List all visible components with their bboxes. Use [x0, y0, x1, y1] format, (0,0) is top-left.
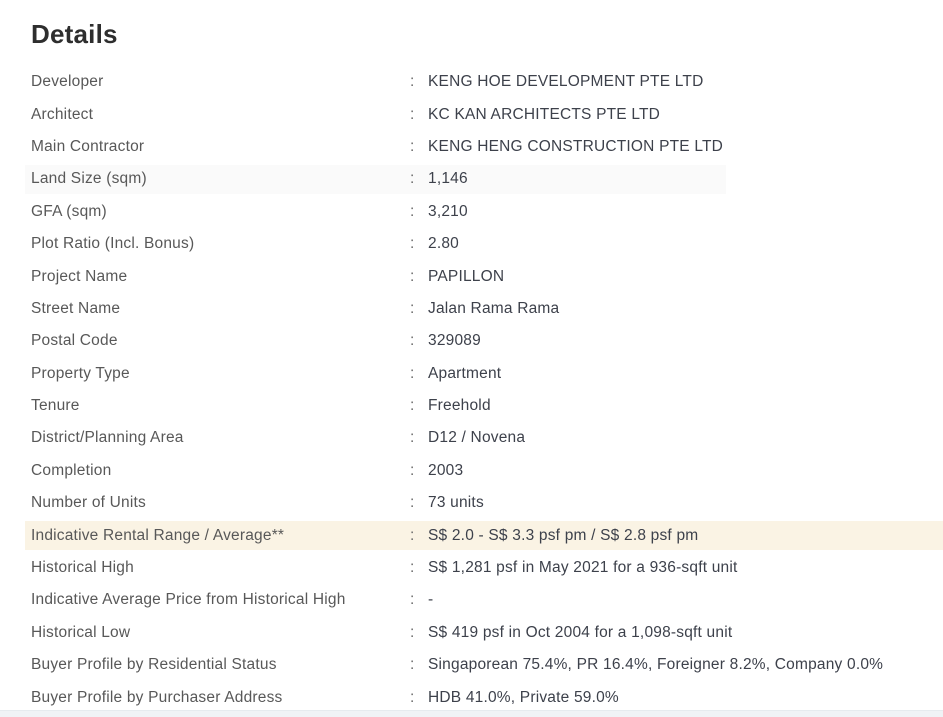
detail-value: S$ 2.0 - S$ 3.3 psf pm / S$ 2.8 psf pm	[428, 526, 699, 544]
label-value-separator: :	[410, 364, 415, 382]
detail-row	[31, 66, 943, 98]
detail-row	[31, 325, 943, 357]
detail-label: Project Name	[31, 267, 128, 285]
detail-label: Plot Ratio (Incl. Bonus)	[31, 235, 195, 253]
detail-label: Land Size (sqm)	[31, 170, 147, 188]
label-value-separator: :	[410, 397, 415, 415]
label-value-separator: :	[410, 73, 415, 91]
detail-value: Apartment	[428, 364, 502, 382]
detail-row	[31, 422, 943, 454]
detail-value: Singaporean 75.4%, PR 16.4%, Foreigner 8.2%, Company 0.0%	[428, 656, 884, 674]
detail-row	[31, 260, 943, 292]
detail-row	[31, 390, 943, 422]
detail-label: Main Contractor	[31, 137, 145, 155]
detail-value: HDB 41.0%, Private 59.0%	[428, 688, 619, 706]
detail-label: Historical High	[31, 559, 134, 577]
detail-row	[31, 228, 943, 260]
detail-value: PAPILLON	[428, 267, 505, 285]
detail-value: KC KAN ARCHITECTS PTE LTD	[428, 105, 661, 123]
label-value-separator: :	[410, 559, 415, 577]
detail-row	[31, 617, 943, 649]
label-value-separator: :	[410, 591, 415, 609]
detail-value: Freehold	[428, 397, 491, 415]
detail-label: Architect	[31, 105, 94, 123]
label-value-separator: :	[410, 137, 415, 155]
detail-value: 329089	[428, 332, 481, 350]
detail-label: Indicative Average Price from Historical High	[31, 591, 346, 609]
detail-row	[31, 681, 943, 713]
label-value-separator: :	[410, 202, 415, 220]
detail-value: 2.80	[428, 235, 459, 253]
detail-label: Completion	[31, 461, 112, 479]
detail-value: S$ 419 psf in Oct 2004 for a 1,098-sqft unit	[428, 623, 733, 641]
detail-label: Tenure	[31, 397, 80, 415]
label-value-separator: :	[410, 494, 415, 512]
detail-row	[31, 98, 943, 130]
label-value-separator: :	[410, 656, 415, 674]
detail-value: 3,210	[428, 202, 468, 220]
detail-row	[31, 196, 943, 228]
label-value-separator: :	[410, 623, 415, 641]
detail-row	[31, 584, 943, 616]
detail-row	[31, 552, 943, 584]
detail-label: Indicative Rental Range / Average**	[31, 526, 285, 544]
label-value-separator: :	[410, 299, 415, 317]
label-value-separator: :	[410, 105, 415, 123]
detail-row	[31, 131, 943, 163]
detail-label: Street Name	[31, 299, 121, 317]
detail-value: 73 units	[428, 494, 484, 512]
label-value-separator: :	[410, 688, 415, 706]
label-value-separator: :	[410, 526, 415, 544]
detail-value: Jalan Rama Rama	[428, 299, 560, 317]
detail-row	[31, 358, 943, 390]
detail-value: S$ 1,281 psf in May 2021 for a 936-sqft unit	[428, 559, 738, 577]
detail-label: Postal Code	[31, 332, 118, 350]
detail-value: 2003	[428, 461, 464, 479]
detail-row	[31, 487, 943, 519]
label-value-separator: :	[410, 235, 415, 253]
detail-label: GFA (sqm)	[31, 202, 107, 220]
label-value-separator: :	[410, 267, 415, 285]
detail-label: Number of Units	[31, 494, 146, 512]
detail-value: KENG HOE DEVELOPMENT PTE LTD	[428, 73, 704, 91]
label-value-separator: :	[410, 461, 415, 479]
detail-row	[31, 293, 943, 325]
detail-label: Property Type	[31, 364, 130, 382]
detail-row	[31, 519, 943, 551]
detail-label: Buyer Profile by Purchaser Address	[31, 688, 283, 706]
detail-value: 1,146	[428, 170, 468, 188]
detail-label: District/Planning Area	[31, 429, 184, 447]
label-value-separator: :	[410, 429, 415, 447]
label-value-separator: :	[410, 332, 415, 350]
label-value-separator: :	[410, 170, 415, 188]
detail-value: KENG HENG CONSTRUCTION PTE LTD	[428, 137, 724, 155]
detail-row	[31, 649, 943, 681]
detail-label: Developer	[31, 73, 104, 91]
details-table	[31, 66, 943, 714]
detail-row	[31, 455, 943, 487]
detail-label: Buyer Profile by Residential Status	[31, 656, 277, 674]
detail-value: D12 / Novena	[428, 429, 526, 447]
detail-label: Historical Low	[31, 623, 131, 641]
detail-row	[31, 163, 943, 195]
detail-value: -	[428, 591, 434, 609]
page-title: Details	[31, 19, 118, 49]
